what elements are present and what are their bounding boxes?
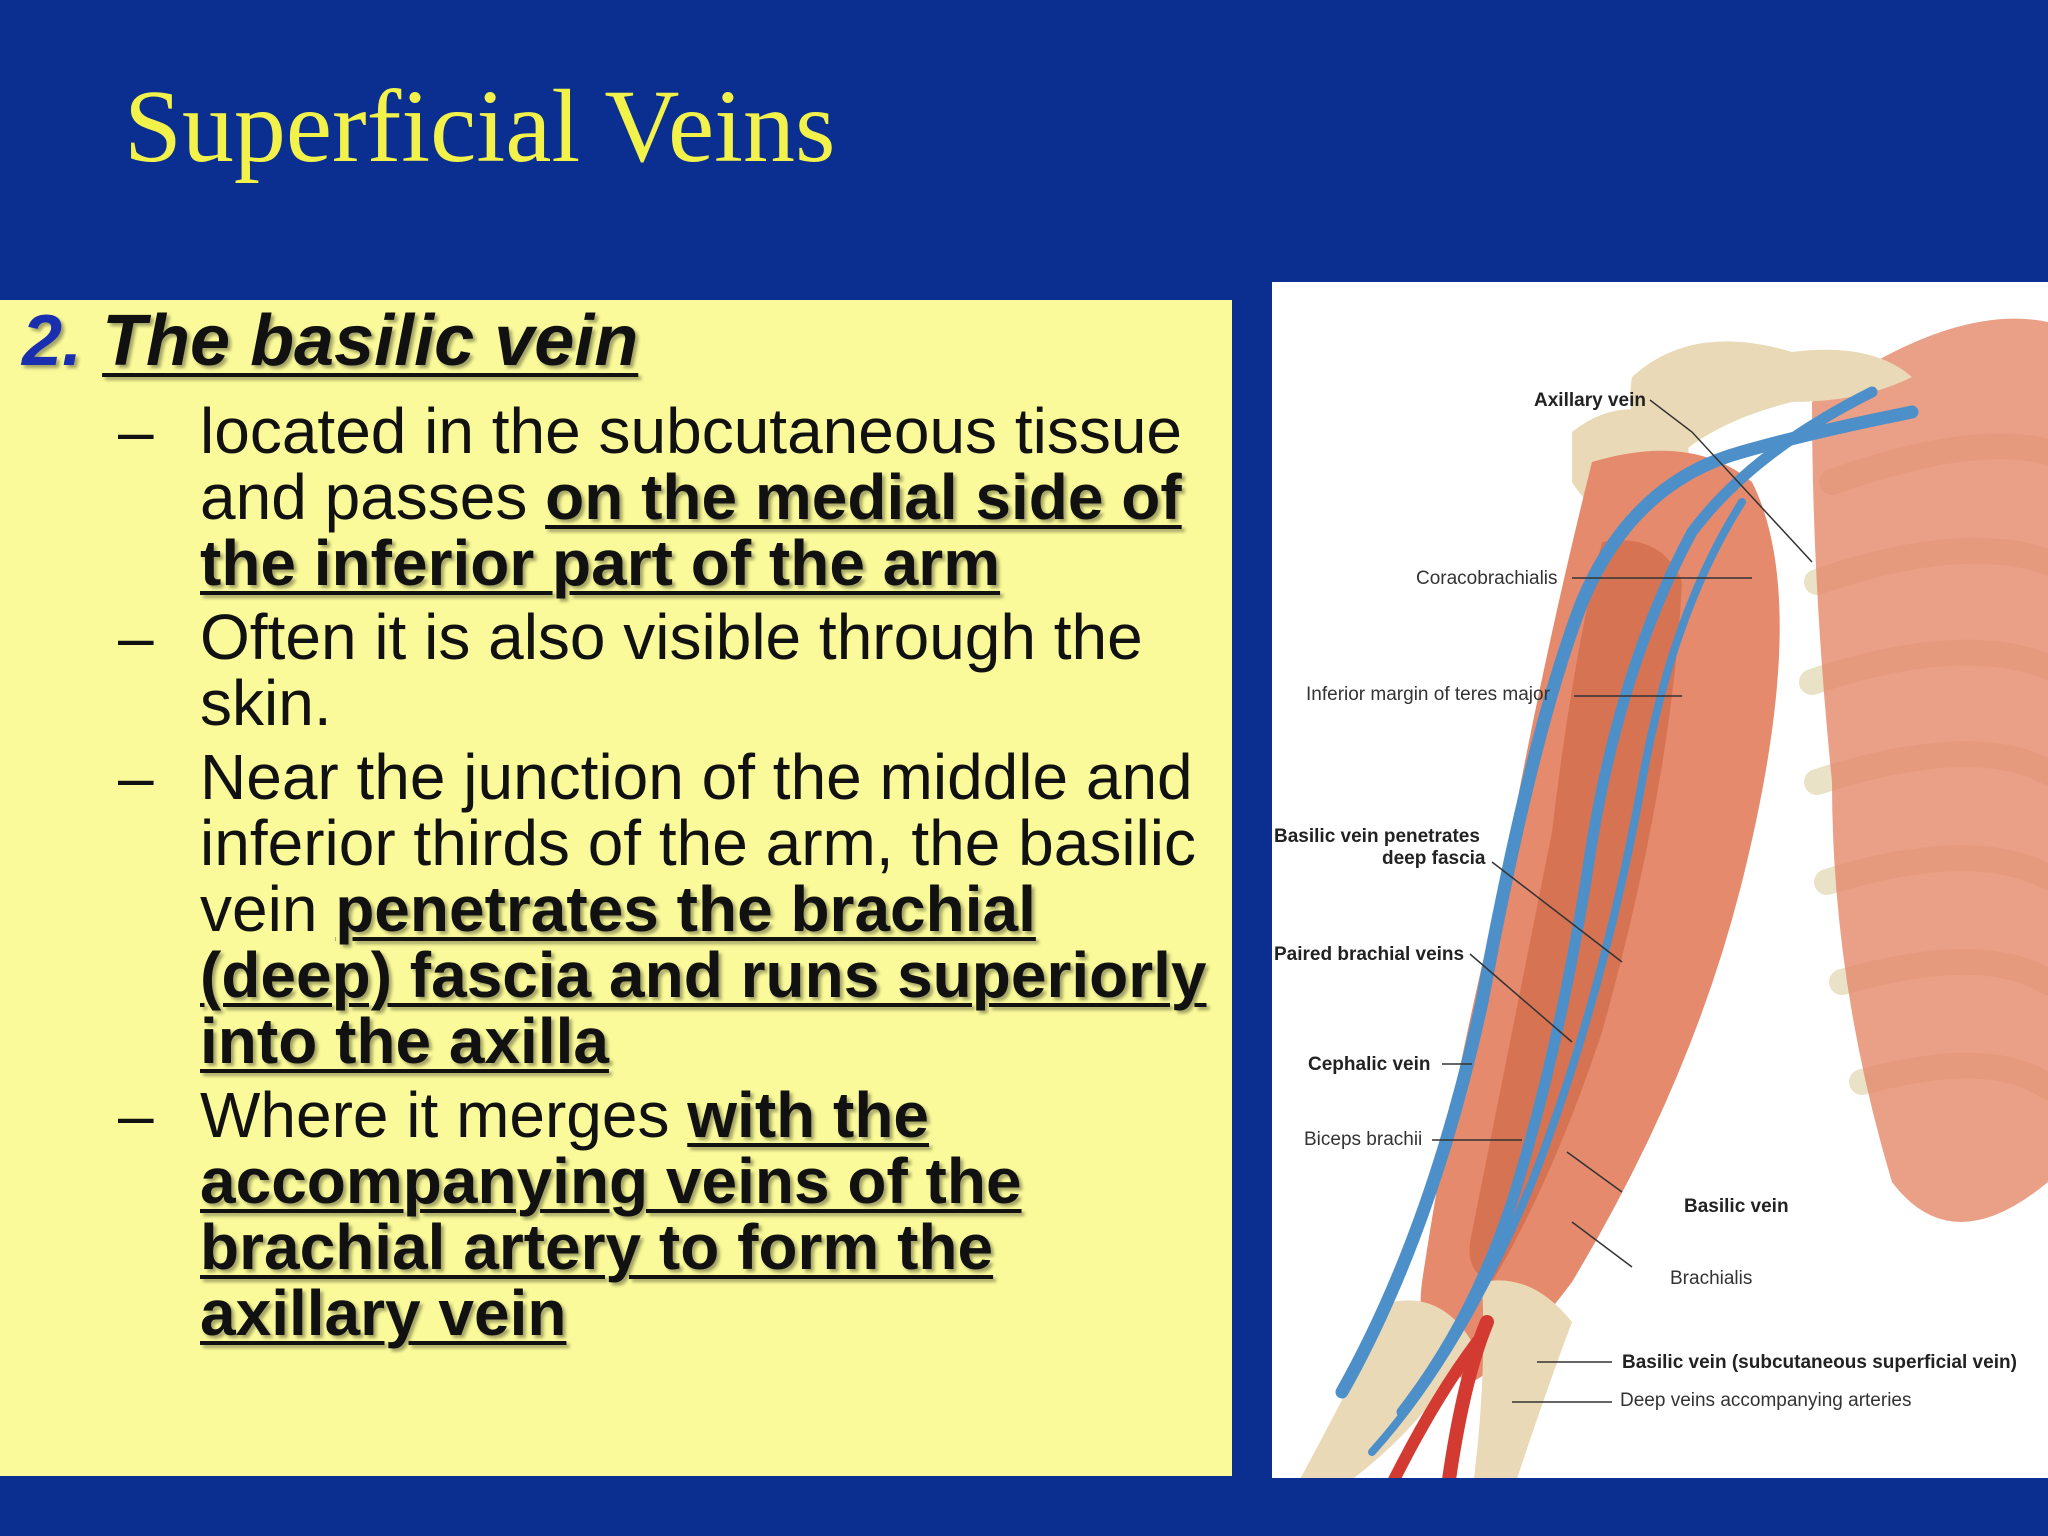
bullet-item bbox=[110, 741, 1222, 1077]
bullet-emphasis: with the accompanying veins of the brachial artery to form the axillary vein bbox=[200, 1079, 1022, 1349]
bullet-dash: – bbox=[118, 1079, 154, 1151]
heading-number: 2. bbox=[22, 301, 83, 381]
anatomy-figure bbox=[1272, 282, 2048, 1494]
bottom-bar bbox=[0, 1478, 2048, 1536]
bullet-text: Often it is also visible through the skin. bbox=[200, 601, 1143, 739]
bullet-emphasis: penetrates the brachial (deep) fascia and runs superiorly into the axilla bbox=[200, 873, 1207, 1077]
bullet-item bbox=[110, 395, 1222, 599]
label-basilic-penetrates-1: Basilic vein penetrates bbox=[1274, 826, 1480, 847]
label-biceps-brachii: Biceps brachii bbox=[1304, 1129, 1423, 1150]
label-teres-major: Inferior margin of teres major bbox=[1306, 684, 1550, 705]
bullet-list bbox=[110, 395, 1222, 1354]
label-basilic-subcutaneous: Basilic vein (subcutaneous superficial vein) bbox=[1622, 1352, 2017, 1373]
label-basilic-penetrates-2: deep fascia bbox=[1382, 848, 1486, 869]
pectoral-muscle bbox=[1812, 319, 2048, 1222]
bullet-text: Near the junction of the middle and inferior thirds of the arm, the basilic vein bbox=[200, 741, 1196, 945]
label-brachialis: Brachialis bbox=[1670, 1268, 1753, 1289]
arm-illustration bbox=[1272, 282, 2048, 1494]
section-heading bbox=[22, 302, 638, 381]
label-paired-brachial-veins: Paired brachial veins bbox=[1274, 944, 1465, 965]
elbow-bone bbox=[1472, 1280, 1572, 1494]
bullet-dash: – bbox=[118, 741, 154, 813]
label-basilic-vein: Basilic vein bbox=[1684, 1196, 1789, 1217]
bullet-item bbox=[110, 1079, 1222, 1349]
bullet-dash: – bbox=[118, 395, 154, 467]
bullet-item bbox=[110, 601, 1222, 739]
label-cephalic-vein: Cephalic vein bbox=[1308, 1054, 1431, 1075]
label-axillary-vein: Axillary vein bbox=[1534, 390, 1646, 411]
bullet-dash: – bbox=[118, 601, 154, 673]
label-coracobrachialis: Coracobrachialis bbox=[1416, 568, 1558, 589]
bullet-emphasis: on the medial side of the inferior part of the arm bbox=[200, 461, 1182, 599]
bullet-text: located in the subcutaneous tissue and passes bbox=[200, 395, 1182, 533]
bullet-text: Where it merges bbox=[200, 1079, 688, 1151]
slide-title: Superficial Veins bbox=[124, 69, 836, 184]
heading-text: The basilic vein bbox=[102, 301, 639, 381]
label-deep-veins: Deep veins accompanying arteries bbox=[1620, 1390, 1912, 1411]
